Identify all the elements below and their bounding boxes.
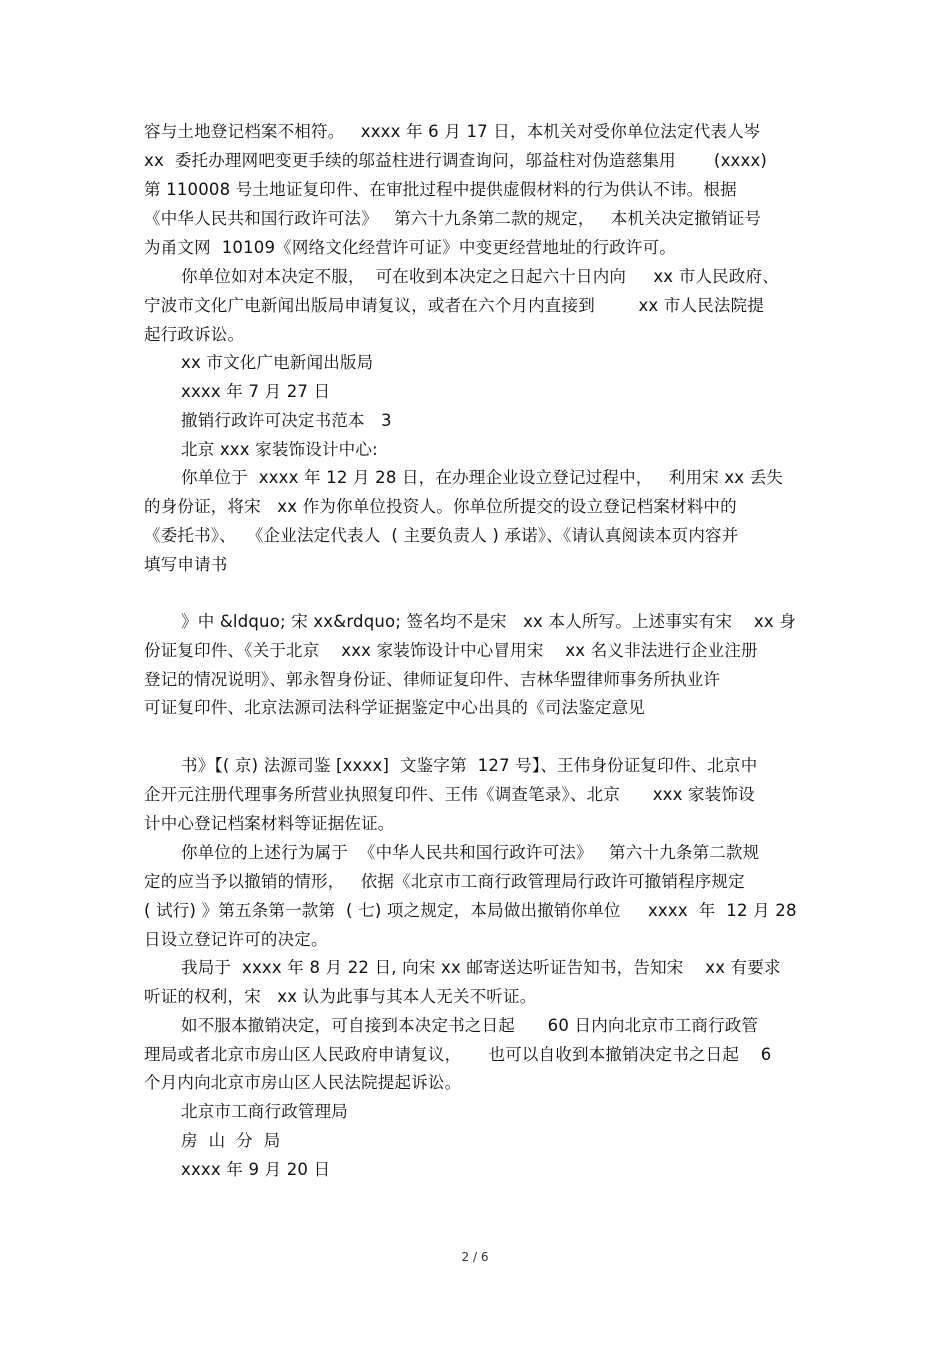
- text-line: 你单位于 xxxx 年 12 月 28 日，在办理企业设立登记过程中， 利用宋 xx 丢失: [181, 468, 784, 487]
- text-line: 的身份证，将宋 xx 作为你单位投资人。你单位所提交的设立登记档案材料中的: [144, 497, 737, 516]
- text-line: 定的应当予以撤销的情形， 依据《北京市工商行政管理局行政许可撤销程序规定: [144, 872, 745, 891]
- addressee: 北京 xxx 家装饰设计中心:: [181, 440, 378, 459]
- text-line: 可证复印件、北京法源司法科学证据鉴定中心出具的《司法鉴定意见: [144, 698, 645, 717]
- text-line: 《委托书》、 《企业法定代表人 ( 主要负责人 ) 承诺》、《请认真阅读本页内容并: [144, 526, 739, 545]
- text-line: 为甬文网 10109《网络文化经营许可证》中变更经营地址的行政许可。: [144, 238, 676, 257]
- text-line: 填写申请书: [144, 555, 228, 574]
- issuer-branch: 房 山 分 局: [181, 1131, 281, 1150]
- text-line: 《中华人民共和国行政许可法》 第六十九条第二款的规定， 本机关决定撤销证号: [144, 209, 762, 228]
- text-line: 如不服本撤销决定，可自接到本决定书之日起 60 日内向北京市工商行政管: [181, 1016, 759, 1035]
- text-line: 听证的权利，宋 xx 认为此事与其本人无关不听证。: [144, 987, 537, 1006]
- text-line: 登记的情况说明》、郭永智身份证、律师证复印件、吉林华盟律师事务所执业许: [144, 670, 721, 689]
- text-line: 起行政诉讼。: [144, 325, 245, 344]
- text-line: 企开元注册代理事务所营业执照复印件、王伟《调查笔录》、北京 xxx 家装饰设: [144, 785, 755, 804]
- text-line: 计中心登记档案材料等证据佐证。: [144, 814, 395, 833]
- text-line: 理局或者北京市房山区人民政府申请复议， 也可以自收到本撤销决定书之日起 6: [144, 1045, 772, 1064]
- text-line: 你单位如对本决定不服， 可在收到本决定之日起六十日内向 xx 市人民政府、: [181, 267, 779, 286]
- issuer-name: xx 市文化广电新闻出版局: [181, 353, 374, 372]
- issue-date: xxxx 年 9 月 20 日: [181, 1160, 331, 1179]
- text-line: 书》【( 京) 法源司鉴 [xxxx] 文鉴字第 127 号】、王伟身份证复印件、北京中: [181, 756, 758, 775]
- text-line: ( 试行) 》第五条第一款第 ( 七) 项之规定，本局做出撤销你单位 xxxx 年 12 月 28: [144, 901, 797, 920]
- text-line: 你单位的上述行为属于 《中华人民共和国行政许可法》 第六十九条第二款规: [181, 843, 760, 862]
- text-line: 》中 &ldquo; 宋 xx&rdquo; 签名均不是宋 xx 本人所写。上述事实有宋 xx 身: [181, 612, 796, 631]
- text-line: 个月内向北京市房山区人民法院提起诉讼。: [144, 1073, 462, 1092]
- text-line: 份证复印件、《关于北京 xxx 家装饰设计中心冒用宋 xx 名义非法进行企业注册: [144, 641, 758, 660]
- issue-date: xxxx 年 7 月 27 日: [181, 382, 331, 401]
- text-line: 我局于 xxxx 年 8 月 22 日, 向宋 xx 邮寄送达听证告知书，告知宋 xx 有要求: [181, 958, 781, 977]
- text-line: 容与土地登记档案不相符。 xxxx 年 6 月 17 日，本机关对受你单位法定代表人岑: [144, 122, 761, 141]
- text-line: 宁波市文化广电新闻出版局申请复议，或者在六个月内直接到 xx 市人民法院提: [144, 296, 765, 315]
- issuer-name: 北京市工商行政管理局: [181, 1102, 348, 1121]
- text-line: xx 委托办理网吧变更手续的邬益柱进行调查询问，邬益柱对伪造慈集用 (xxxx): [144, 151, 768, 170]
- text-line: 第 110008 号土地证复印件、在审批过程中提供虚假材料的行为供认不讳。根据: [144, 180, 737, 199]
- section-heading: 撤销行政许可决定书范本 3: [181, 411, 392, 430]
- text-line: 日设立登记许可的决定。: [144, 930, 328, 949]
- page-number: 2 / 6: [461, 1250, 489, 1264]
